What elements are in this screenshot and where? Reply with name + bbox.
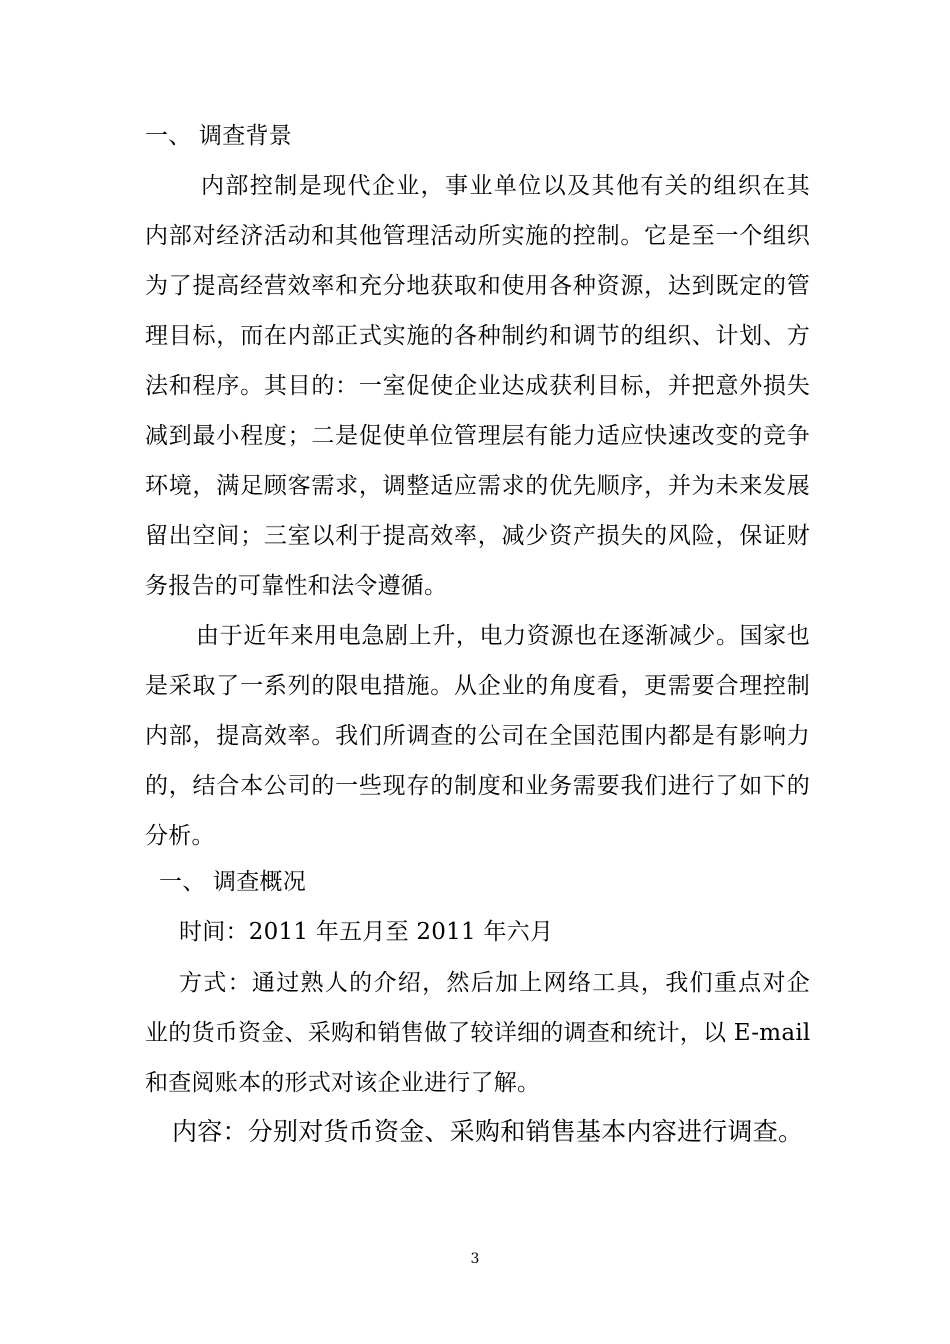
paragraph-line: 务报告的可靠性和法令遵循。 xyxy=(145,573,448,599)
paragraph-line: 内部控制是现代企业，事业单位以及其他有关的组织在其 xyxy=(201,173,810,199)
paragraph-line: 分析。 xyxy=(145,823,215,849)
paragraph-line: 留出空间；三室以利于提高效率，减少资产损失的风险，保证财 xyxy=(145,523,810,549)
paragraph-line: 法和程序。其目的：一室促使企业达成获利目标，并把意外损失 xyxy=(145,373,810,399)
paragraph-line: 内部对经济活动和其他管理活动所实施的控制。它是至一个组织 xyxy=(145,223,810,249)
page-number: 3 xyxy=(470,1251,480,1267)
section-heading-overview: 一、 调查概况 xyxy=(159,869,307,895)
paragraph-line: 业的货币资金、采购和销售做了较详细的调查和统计，以 E-mail xyxy=(145,1020,811,1046)
paragraph-line: 的，结合本公司的一些现存的制度和业务需要我们进行了如下的 xyxy=(145,773,810,799)
paragraph-line: 为了提高经营效率和充分地获取和使用各种资源，达到既定的管 xyxy=(145,273,810,299)
paragraph-line: 是采取了一系列的限电措施。从企业的角度看，更需要合理控制 xyxy=(145,673,810,699)
section-heading-background: 一、 调查背景 xyxy=(145,123,293,149)
paragraph-line: 方式：通过熟人的介绍，然后加上网络工具，我们重点对企 xyxy=(179,970,810,996)
paragraph-line: 环境，满足顾客需求，调整适应需求的优先顺序，并为未来发展 xyxy=(145,473,810,499)
paragraph-line: 理目标，而在内部正式实施的各种制约和调节的组织、计划、方 xyxy=(145,323,810,349)
paragraph-line: 由于近年来用电急剧上升，电力资源也在逐渐减少。国家也 xyxy=(196,623,810,649)
paragraph-line: 内部，提高效率。我们所调查的公司在全国范围内都是有影响力 xyxy=(145,723,810,749)
survey-content: 内容：分别对货币资金、采购和销售基本内容进行调查。 xyxy=(172,1117,804,1146)
paragraph-line: 减到最小程度；二是促使单位管理层有能力适应快速改变的竞争 xyxy=(145,423,810,449)
survey-time: 时间：2011 年五月至 2011 年六月 xyxy=(179,919,554,945)
paragraph-line: 和查阅账本的形式对该企业进行了解。 xyxy=(145,1070,541,1096)
